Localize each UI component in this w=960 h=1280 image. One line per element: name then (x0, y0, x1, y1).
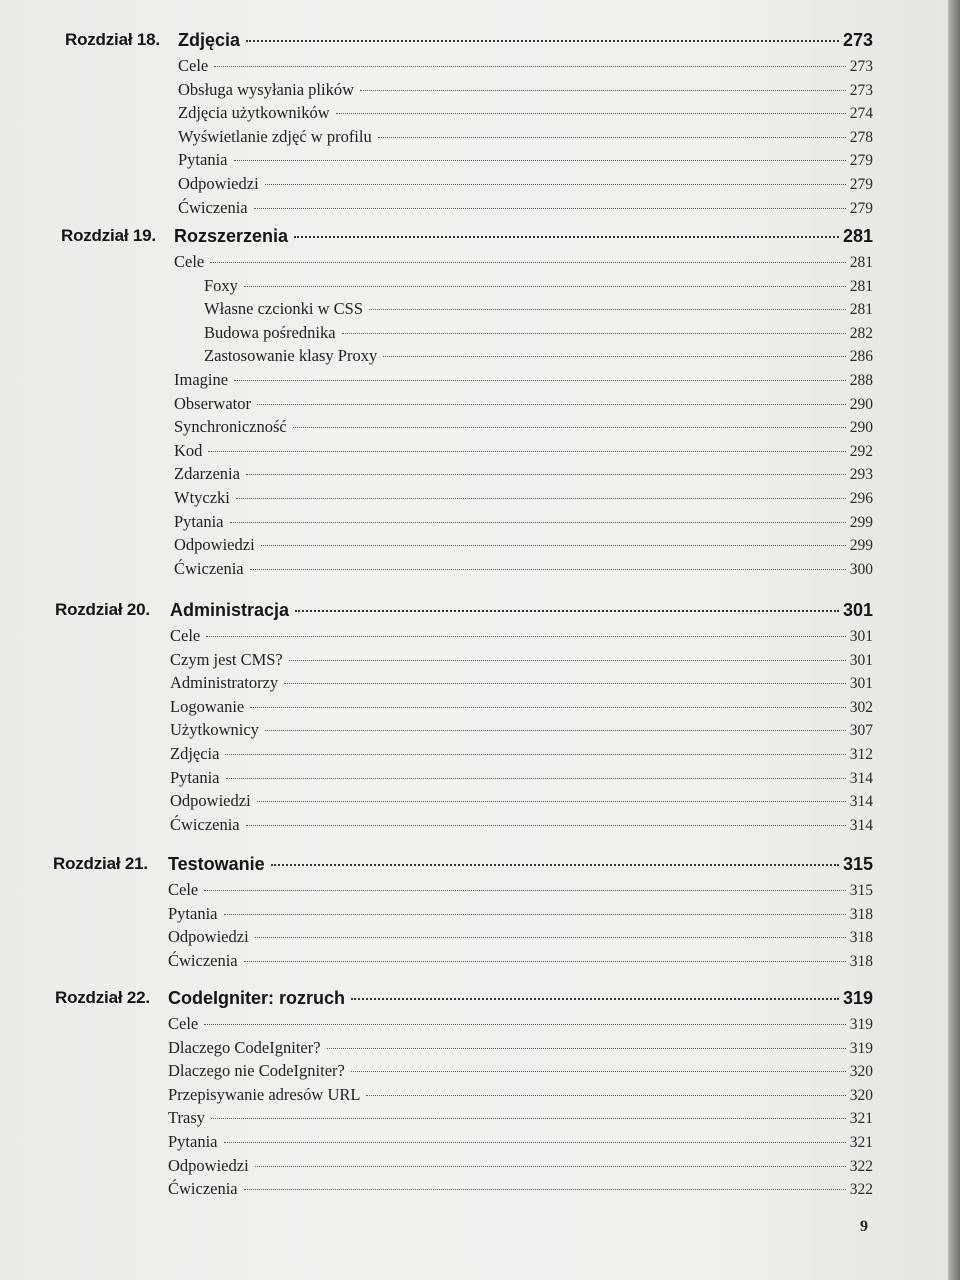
entry-page-number: 301 (849, 628, 873, 645)
entry-page-number: 278 (849, 128, 873, 146)
entry-page-number: 273 (849, 58, 873, 75)
dot-leader (351, 1071, 846, 1072)
toc-entry (174, 417, 873, 441)
toc-entry (168, 1061, 873, 1085)
toc-entry (168, 1038, 873, 1062)
entry-page-number: 290 (849, 419, 873, 437)
entry-page-number: 312 (849, 745, 873, 763)
chapter-page-number: 301 (842, 600, 873, 620)
toc-entry (170, 744, 873, 768)
entry-title: Kod (174, 440, 203, 460)
entry-title: Obserwator (174, 393, 251, 413)
entry-page-number: 281 (849, 254, 873, 271)
entry-page-number: 301 (849, 675, 873, 693)
dot-leader (265, 730, 846, 731)
entry-title: Synchroniczność (174, 417, 287, 437)
chapter-title: CodeIgniter: rozruch (168, 988, 346, 1008)
entry-page-number: 286 (849, 348, 873, 366)
entry-page-number: 314 (849, 816, 873, 834)
dot-leader (254, 208, 846, 209)
entry-title: Pytania (174, 511, 224, 531)
toc-chapter (0, 600, 948, 838)
entry-page-number: 315 (849, 882, 873, 899)
dot-leader (224, 914, 846, 915)
dot-leader (257, 404, 846, 405)
dot-leader (236, 498, 846, 499)
dot-leader (226, 778, 846, 779)
entry-title: Ćwiczenia (168, 1179, 238, 1199)
chapter-page-number: 315 (842, 854, 873, 874)
toc-entry (178, 80, 873, 104)
entry-page-number: 279 (849, 175, 873, 193)
toc-chapter (0, 854, 948, 974)
toc-entry (178, 103, 873, 127)
toc-entry (174, 464, 873, 488)
entry-title: Przepisywanie adresów URL (168, 1084, 361, 1104)
entry-page-number: 299 (849, 537, 873, 555)
toc-entry (168, 1085, 873, 1109)
entry-page-number: 322 (849, 1181, 873, 1199)
dot-leader (383, 356, 846, 357)
entry-page-number: 281 (849, 277, 873, 295)
dot-leader (366, 1095, 845, 1096)
dot-leader (255, 937, 846, 938)
entry-page-number: 293 (849, 466, 873, 484)
dot-leader (342, 333, 846, 334)
chapter-title-row (174, 226, 873, 247)
entry-page-number: 281 (849, 301, 873, 319)
entry-page-number: 296 (849, 489, 873, 507)
toc-entry (168, 904, 873, 928)
chapter-label: Rozdział 21. (53, 854, 148, 873)
entry-title: Dlaczego nie CodeIgniter? (168, 1061, 345, 1081)
dot-leader (234, 160, 846, 161)
toc-entry (174, 441, 873, 465)
toc-chapter (0, 30, 948, 221)
dot-leader (206, 636, 846, 637)
entry-page-number: 302 (849, 698, 873, 716)
entry-title: Trasy (168, 1108, 205, 1128)
dot-leader (246, 825, 846, 826)
toc-entry (170, 815, 873, 839)
entry-title: Obsługa wysyłania plików (178, 79, 354, 99)
chapter-title: Administracja (170, 600, 290, 620)
chapter-title-row (170, 600, 873, 621)
dot-leader (336, 113, 846, 114)
toc-entry (204, 299, 873, 323)
toc-chapter (0, 226, 948, 582)
toc-entry (170, 697, 873, 721)
chapter-title-row (168, 854, 873, 875)
entry-title: Cele (170, 626, 201, 645)
entry-page-number: 314 (849, 769, 873, 787)
entry-title: Zdjęcia (170, 743, 220, 763)
entry-title: Wtyczki (174, 487, 230, 507)
toc-entry (178, 150, 873, 174)
entry-page-number: 290 (849, 395, 873, 413)
dot-leader (246, 40, 839, 42)
dot-leader (246, 474, 846, 475)
toc-entry (168, 1108, 873, 1132)
toc-entry (168, 927, 873, 951)
chapter-page-number: 319 (842, 988, 873, 1008)
toc-entry (178, 127, 873, 151)
toc-entry (204, 276, 873, 300)
entry-page-number: 307 (849, 722, 873, 740)
chapter-heading (0, 30, 948, 56)
dot-leader (289, 660, 846, 661)
toc-entry (174, 535, 873, 559)
entry-title: Pytania (178, 150, 228, 170)
dot-leader (294, 236, 839, 238)
dot-leader (208, 451, 845, 452)
dot-leader (250, 707, 846, 708)
entry-title: Ćwiczenia (168, 950, 238, 970)
chapter-heading (0, 600, 948, 626)
entry-page-number: 320 (849, 1086, 873, 1104)
entry-page-number: 319 (849, 1039, 873, 1057)
dot-leader (234, 380, 846, 381)
entry-page-number: 318 (849, 929, 873, 947)
page-number: 9 (860, 1218, 868, 1235)
entry-title: Cele (168, 1014, 199, 1033)
dot-leader (369, 309, 846, 310)
entry-title: Pytania (168, 903, 218, 923)
entry-title: Odpowiedzi (174, 535, 255, 555)
entry-page-number: 273 (849, 81, 873, 99)
entry-title: Cele (168, 880, 199, 899)
chapter-heading (0, 854, 948, 880)
entry-title: Odpowiedzi (170, 791, 251, 811)
chapter-title-row (178, 30, 873, 51)
entry-title: Ćwiczenia (178, 197, 248, 217)
chapter-title: Zdjęcia (178, 30, 241, 50)
toc-chapter (0, 988, 948, 1203)
chapter-label: Rozdział 20. (55, 600, 150, 619)
entry-title: Administratorzy (170, 673, 279, 693)
dot-leader (257, 801, 846, 802)
dot-leader (211, 1118, 846, 1119)
toc-entry (204, 346, 873, 370)
dot-leader (210, 262, 846, 263)
dot-leader (214, 66, 846, 67)
entry-page-number: 279 (849, 152, 873, 170)
dot-leader (295, 610, 839, 612)
toc-entry (170, 720, 873, 744)
chapter-heading (0, 988, 948, 1014)
toc-entry (168, 1132, 873, 1156)
chapter-label: Rozdział 18. (65, 30, 160, 49)
dot-leader (360, 90, 846, 91)
dot-leader (244, 961, 846, 962)
toc-entry (170, 768, 873, 792)
entry-title: Własne czcionki w CSS (204, 299, 364, 319)
chapter-page-number: 281 (842, 226, 873, 246)
entry-title: Zdjęcia użytkowników (178, 103, 330, 123)
entry-title: Zdarzenia (174, 464, 240, 484)
entry-page-number: 282 (849, 324, 873, 342)
entry-page-number: 318 (849, 905, 873, 923)
dot-leader (327, 1048, 846, 1049)
chapter-title: Testowanie (168, 854, 265, 874)
toc-entry (174, 370, 873, 394)
dot-leader (284, 683, 846, 684)
dot-leader (204, 1024, 846, 1025)
entry-page-number: 321 (849, 1110, 873, 1128)
entry-page-number: 318 (849, 952, 873, 970)
toc-entry (178, 198, 873, 222)
entry-title: Imagine (174, 369, 229, 389)
entry-page-number: 299 (849, 513, 873, 531)
toc-entry (174, 488, 873, 512)
entry-title: Cele (174, 252, 205, 271)
entry-title: Foxy (204, 275, 238, 295)
chapter-title-row (168, 988, 873, 1009)
entry-page-number: 300 (849, 560, 873, 578)
page-edge-shadow (948, 0, 960, 1280)
toc-entry (170, 650, 873, 674)
chapter-page-number: 273 (842, 30, 873, 50)
toc-entry (170, 791, 873, 815)
entry-title: Odpowiedzi (178, 173, 259, 193)
dot-leader (261, 545, 846, 546)
entry-page-number: 279 (849, 199, 873, 217)
toc-entry (174, 252, 873, 276)
entry-title: Dlaczego CodeIgniter? (168, 1037, 321, 1057)
toc-entry (168, 1156, 873, 1180)
dot-leader (265, 184, 846, 185)
entry-page-number: 321 (849, 1133, 873, 1151)
toc-entry (178, 174, 873, 198)
entry-page-number: 319 (849, 1016, 873, 1033)
entry-title: Czym jest CMS? (170, 649, 283, 669)
dot-leader (230, 522, 846, 523)
toc-entry (170, 673, 873, 697)
entry-title: Ćwiczenia (174, 558, 244, 578)
entry-title: Odpowiedzi (168, 1155, 249, 1175)
toc-entry (170, 626, 873, 650)
chapter-label: Rozdział 19. (61, 226, 156, 245)
dot-leader (244, 1189, 846, 1190)
dot-leader (351, 998, 839, 1000)
toc-entry (174, 394, 873, 418)
entry-title: Logowanie (170, 696, 245, 716)
entry-title: Użytkownicy (170, 720, 259, 740)
entry-title: Budowa pośrednika (204, 322, 336, 342)
dot-leader (204, 890, 846, 891)
entry-page-number: 322 (849, 1157, 873, 1175)
toc-entry (168, 1179, 873, 1203)
chapter-label: Rozdział 22. (55, 988, 150, 1007)
toc-entry (168, 951, 873, 975)
dot-leader (271, 864, 839, 866)
dot-leader (224, 1142, 846, 1143)
entry-page-number: 320 (849, 1063, 873, 1081)
toc-entry (204, 323, 873, 347)
entry-page-number: 288 (849, 371, 873, 389)
chapter-title: Rozszerzenia (174, 226, 289, 246)
entry-page-number: 301 (849, 651, 873, 669)
dot-leader (244, 286, 846, 287)
entry-page-number: 292 (849, 442, 873, 460)
entry-title: Zastosowanie klasy Proxy (204, 346, 378, 366)
entry-page-number: 314 (849, 793, 873, 811)
entry-title: Cele (178, 56, 209, 75)
dot-leader (225, 754, 845, 755)
entry-title: Odpowiedzi (168, 927, 249, 947)
dot-leader (255, 1166, 846, 1167)
dot-leader (293, 427, 846, 428)
toc-entry (178, 56, 873, 80)
toc-entry (174, 512, 873, 536)
entry-title: Pytania (170, 767, 220, 787)
entry-title: Wyświetlanie zdjęć w profilu (178, 126, 372, 146)
entry-page-number: 274 (849, 105, 873, 123)
toc-entry (174, 559, 873, 583)
chapter-heading (0, 226, 948, 252)
dot-leader (378, 137, 846, 138)
toc-entry (168, 880, 873, 904)
dot-leader (250, 569, 846, 570)
entry-title: Pytania (168, 1131, 218, 1151)
entry-title: Ćwiczenia (170, 814, 240, 834)
toc-entry (168, 1014, 873, 1038)
